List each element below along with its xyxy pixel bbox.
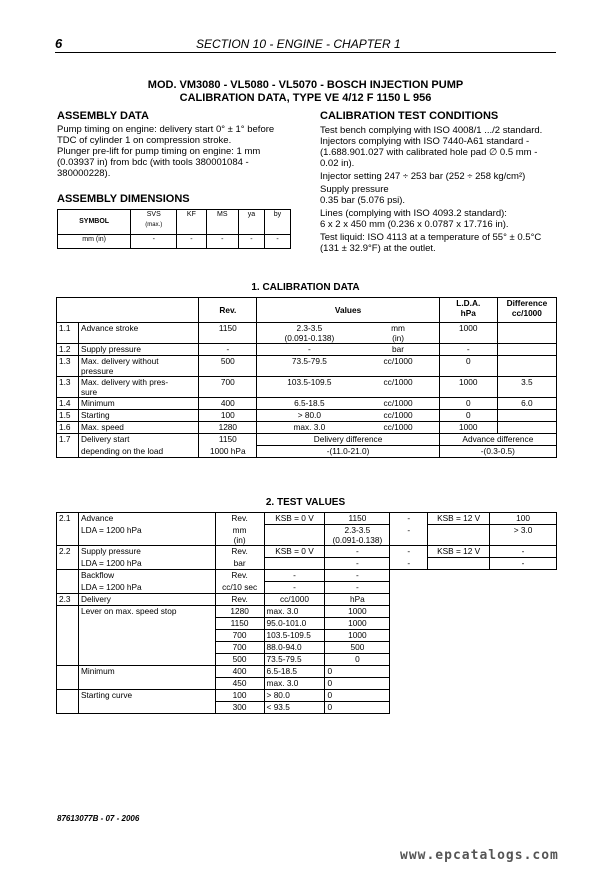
calib-value: > 80.0 [297,410,322,420]
calib-unit2: (in) [392,333,405,343]
calib-row [57,356,557,377]
dim-cell: - [238,235,264,249]
test-row [57,654,557,666]
calib-unit-cell [359,398,436,408]
test-rev: 700 [215,630,264,642]
calib-row-rev: - [199,344,257,356]
calib-row-diff [497,410,556,422]
test-label [78,618,215,630]
calibration-table [56,297,557,458]
calib-unit: bar [392,344,405,354]
calib-row-rev: 400 [199,398,257,410]
test-val: cc/1000 [264,594,325,606]
conditions-line: Test bench complying with ISO 4008/1 .../2 standard. [320,125,543,136]
calib-header-lda [439,298,497,323]
test-rev: 300 [215,702,264,714]
test-hpa: 0 [325,678,390,690]
test-delivery: < 93.5 [264,702,325,714]
test-unit-in: (in) [233,534,246,545]
calib-row-num: 1.6 [57,422,79,434]
calib-label-line: Supply pressure [81,344,141,354]
calib-row [57,344,557,356]
test-row-num-blank [57,558,79,570]
test-heading: 2. TEST VALUES [265,497,346,508]
test-ksb: KSB = 0 V [264,513,325,525]
calib-row [57,323,557,344]
calib-lda-unit: hPa [460,308,476,318]
test-row [57,702,557,714]
conditions-line: 0.35 bar (5.076 psi). [320,195,406,206]
calib-unit: cc/1000 [383,377,413,387]
calib-row-diff [497,344,556,356]
watermark-url: www.epcatalogs.com [400,848,559,863]
calib-row-values [257,422,439,434]
test-hpa: 1000 [325,630,390,642]
test-label: Minimum [78,666,215,678]
test-unit-mm: mm [232,524,247,535]
assembly-line: 380000228). [57,168,111,179]
calib-row-label [79,398,199,410]
test-row-num-blank [57,570,79,582]
test-row-num: 2.2 [57,546,79,558]
calib-row-num: 1.7 [57,434,79,458]
test-row-num-blank [57,690,79,702]
section-title: SECTION 10 - ENGINE - CHAPTER 1 [196,37,401,51]
test-row-num: 2.3 [57,594,79,606]
calib-row-lda: - [439,344,497,356]
test-unit2: cc/10 sec [215,582,264,594]
calib-value-cell [259,422,359,432]
test-blank [264,525,325,546]
test-val: - [325,582,390,594]
test-val: - [264,582,325,594]
dim-svs-label: SVS [146,211,161,218]
calib-row [57,422,557,434]
calib-row-lda: 1000 [439,377,497,398]
dim-header-kf: KF [177,210,206,235]
calib-row-rev: 1280 [199,422,257,434]
test-row [57,678,557,690]
test-delivery: max. 3.0 [264,606,325,618]
calib-row-label [79,377,199,398]
calib-row-diff: 6.0 [497,398,556,410]
assembly-text [57,124,297,179]
test-row-num-blank [57,630,79,642]
test-table [56,512,557,714]
calib-value-cell [259,344,359,354]
test-val2b: > 3.0 [490,525,557,546]
calib-row-rev: 100 [199,410,257,422]
test-rev: 450 [215,678,264,690]
calib-header-values: Values [257,298,439,323]
test-label: Advance [78,513,215,525]
calib-advance-diff-label: Advance difference [439,434,556,446]
test-dash2: - [390,525,428,546]
test-blank [264,558,325,570]
test-delivery: > 80.0 [264,690,325,702]
dim-header-svs [131,210,177,235]
conditions-heading: CALIBRATION TEST CONDITIONS [320,110,499,122]
calib-unit-cell [359,344,436,354]
test-val-range [325,525,390,546]
calib-row-diff: 3.5 [497,377,556,398]
dim-cell: - [206,235,238,249]
dim-cell: mm (in) [58,235,131,249]
conditions-line: Lines (complying with ISO 4093.2 standard): [320,208,507,219]
test-row [57,666,557,678]
calib-unit: mm [391,323,405,333]
calib-row-lda: 0 [439,410,497,422]
calib-value-in: (0.091-0.138) [284,333,335,343]
test-delivery: 103.5-109.5 [264,630,325,642]
assembly-line: (0.03937 in) from bdc (with tools 380001084 - [57,157,249,168]
test-row-num-blank [57,618,79,630]
test-row-num-blank [57,702,79,714]
calib-row-rev: 1150 [199,434,257,446]
calib-unit-cell [359,377,436,387]
test-blank [428,525,490,546]
calib-row-label [79,323,199,344]
calib-row-lda: 1000 [439,323,497,344]
assembly-line: Plunger pre-lift for pump timing on engine: 1 mm [57,146,261,157]
calib-row-diff [497,323,556,344]
calib-delivery-diff-label: Delivery difference [257,434,439,446]
calib-label-line: Max. delivery without [81,356,159,366]
test-delivery: 6.5-18.5 [264,666,325,678]
calib-unit: cc/1000 [383,422,413,432]
test-row [57,618,557,630]
test-dash2: - [390,558,428,570]
calib-value: 103.5-109.5 [287,377,332,387]
test-row-num-blank [57,606,79,618]
calib-row-values [257,410,439,422]
calib-value-cell [259,377,359,387]
test-rev: 400 [215,666,264,678]
calib-unit: cc/1000 [383,410,413,420]
dim-cell: - [264,235,290,249]
calib-value: 73.5-79.5 [291,356,327,366]
calib-unit-cell [359,422,436,432]
calib-row-values [257,344,439,356]
test-label [78,642,215,654]
test-label2: LDA = 1200 hPa [78,558,215,570]
test-range-in: (0.091-0.138) [332,535,383,545]
calib-row-num: 1.3 [57,356,79,377]
test-hpa: 1000 [325,606,390,618]
calib-row-num: 1.2 [57,344,79,356]
test-hpa: 0 [325,654,390,666]
calib-row-label [79,422,199,434]
assembly-line: Pump timing on engine: delivery start 0° ± 1° before [57,124,275,135]
calib-row-lda: 1000 [439,422,497,434]
test-dash: - [390,513,428,525]
calib-row-rev: 1150 [199,323,257,344]
calib-row-label: Delivery start [79,434,199,446]
conditions-line: Test liquid: ISO 4113 at a temperature of 55° ± 0.5°C [320,232,542,243]
dim-header-ya: ya [238,210,264,235]
calib-row-label [79,344,199,356]
test-row [57,642,557,654]
conditions-text [320,125,560,254]
header-rule [55,52,556,53]
conditions-line: Injectors complying with ISO 7440-A61 standard - [320,136,530,147]
test-unit: Rev. [215,594,264,606]
calib-unit: cc/1000 [383,398,413,408]
test-unit: Rev. [215,546,264,558]
calib-row-lda: 0 [439,398,497,410]
test-label [78,630,215,642]
test-val: - [264,570,325,582]
calib-header-diff [497,298,556,323]
footer-code: 87613077B - 07 - 2006 [57,814,140,823]
test-label: Supply pressure [78,546,215,558]
test-row-num-blank [57,654,79,666]
test-unit: Rev. [215,570,264,582]
calib-label-line: Advance stroke [81,323,139,333]
test-row-num-blank [57,666,79,678]
calib-row-values [257,323,439,344]
calib-diff-unit: cc/1000 [511,308,542,318]
calib-value-cell [259,398,359,408]
calib-row-lda: 0 [439,356,497,377]
calib-delivery-diff-value: -(11.0-21.0) [257,446,439,458]
calib-header-blank [57,298,79,323]
calib-header-blank [79,298,199,323]
assembly-line: TDC of cylinder 1 on compression stroke. [57,135,232,146]
dimensions-table [57,209,291,249]
assembly-heading: ASSEMBLY DATA [57,110,149,122]
test-ksb2: KSB = 12 V [428,513,490,525]
dim-cell: - [131,235,177,249]
calib-row-rev: 500 [199,356,257,377]
conditions-line: 0.02 in). [320,158,355,169]
test-hpa: 1000 [325,618,390,630]
test-row [57,690,557,702]
conditions-line: (131 ± 32.9°F) at the outlet. [320,243,436,254]
conditions-line: Injector setting 247 ÷ 253 bar (252 ÷ 258 kg/cm²) [320,171,526,182]
test-val2: - [490,546,557,558]
calib-unit-cell [359,356,436,366]
test-row-num: 2.1 [57,513,79,525]
test-val: - [325,546,390,558]
calib-label-line: pressure [81,366,114,376]
test-empty-area [390,570,557,606]
page-number: 6 [55,36,63,51]
calib-advance-diff-value: -(0.3-0.5) [439,446,556,458]
calib-value: 6.5-18.5 [294,398,325,408]
test-unit2 [215,525,264,546]
test-val: - [325,558,390,570]
test-hpa: 0 [325,666,390,678]
conditions-line: (1.688.901.027 with calibrated hole pad ∅ 0.5 mm - [320,147,538,158]
test-rev: 700 [215,642,264,654]
test-label2: LDA = 1200 hPa [78,525,215,546]
calib-label-line: Minimum [81,398,115,408]
test-unit2: bar [215,558,264,570]
test-rev: 1150 [215,618,264,630]
test-rev: 100 [215,690,264,702]
calib-value: max. 3.0 [293,422,326,432]
calib-row [57,410,557,422]
calib-label-line: Max. delivery with pres- [81,377,169,387]
calib-value-cell [259,410,359,420]
test-label: Delivery [78,594,215,606]
doc-title-line1: MOD. VM3080 - VL5080 - VL5070 - BOSCH INJECTION PUMP [147,79,464,91]
test-hpa: 0 [325,702,390,714]
calib-row-label [79,410,199,422]
test-val2: 100 [490,513,557,525]
calib-row-num: 1.3 [57,377,79,398]
calib-row-values [257,356,439,377]
calib-row-diff [497,356,556,377]
test-hpa: 500 [325,642,390,654]
calib-row-num: 1.5 [57,410,79,422]
test-delivery: 73.5-79.5 [264,654,325,666]
conditions-line: 6 x 2 x 450 mm (0.236 x 0.0787 x 17.716 in). [320,219,509,230]
test-label: Lever on max. speed stop [78,606,215,618]
dim-header-symbol: SYMBOL [58,210,131,235]
test-delivery: max. 3.0 [264,678,325,690]
test-ksb2: KSB = 12 V [428,546,490,558]
calib-row-label2: depending on the load [79,446,199,458]
calib-value-cell [259,356,359,366]
calib-row-label [79,356,199,377]
calib-diff-label: Difference [506,298,548,308]
calib-row-values [257,398,439,410]
test-row [57,606,557,618]
calib-value-cell [259,323,359,343]
calib-label-line: Starting [81,410,110,420]
test-val: 1150 [325,513,390,525]
test-row-num-blank [57,642,79,654]
test-dash: - [390,546,428,558]
dim-header-by: by [264,210,290,235]
calib-value: - [307,344,311,354]
test-val2: - [490,558,557,570]
calib-header-rev: Rev. [199,298,257,323]
calib-label-line: sure [81,387,98,397]
dim-cell: - [177,235,206,249]
calib-unit: cc/1000 [383,356,413,366]
test-label [78,702,215,714]
test-rev: 500 [215,654,264,666]
test-rev: 1280 [215,606,264,618]
test-unit: Rev. [215,513,264,525]
calib-row-rev2: 1000 hPa [199,446,257,458]
dim-svs-sub: (max.) [145,222,163,228]
test-label2: LDA = 1200 hPa [78,582,215,594]
calib-label-line: Max. speed [81,422,124,432]
test-ksb: KSB = 0 V [264,546,325,558]
calibration-heading: 1. CALIBRATION DATA [251,282,360,293]
calib-unit-cell [359,410,436,420]
test-row-num-blank [57,525,79,546]
calib-row-rev: 700 [199,377,257,398]
test-label: Backflow [78,570,215,582]
conditions-line: Supply pressure [320,184,389,195]
calib-row-values [257,377,439,398]
dim-header-ms: MS [206,210,238,235]
test-val: - [325,570,390,582]
calib-value: 2.3-3.5 [296,323,323,333]
test-row-num-blank [57,678,79,690]
calib-row-num: 1.4 [57,398,79,410]
test-delivery: 95.0-101.0 [264,618,325,630]
test-blank [428,558,490,570]
dimensions-heading: ASSEMBLY DIMENSIONS [57,193,190,205]
doc-title-line2: CALIBRATION DATA, TYPE VE 4/12 F 1150 L 956 [179,92,432,104]
calib-row-num: 1.1 [57,323,79,344]
test-label: Starting curve [78,690,215,702]
test-range: 2.3-3.5 [344,525,371,535]
calib-row-diff [497,422,556,434]
test-row [57,630,557,642]
calib-unit-cell [359,323,436,343]
calib-row [57,398,557,410]
test-val: hPa [325,594,390,606]
calib-lda-label: L.D.A. [456,298,481,308]
test-hpa: 0 [325,690,390,702]
test-delivery: 88.0-94.0 [264,642,325,654]
calib-row [57,377,557,398]
test-label [78,678,215,690]
test-row-num-blank [57,582,79,594]
test-label [78,654,215,666]
